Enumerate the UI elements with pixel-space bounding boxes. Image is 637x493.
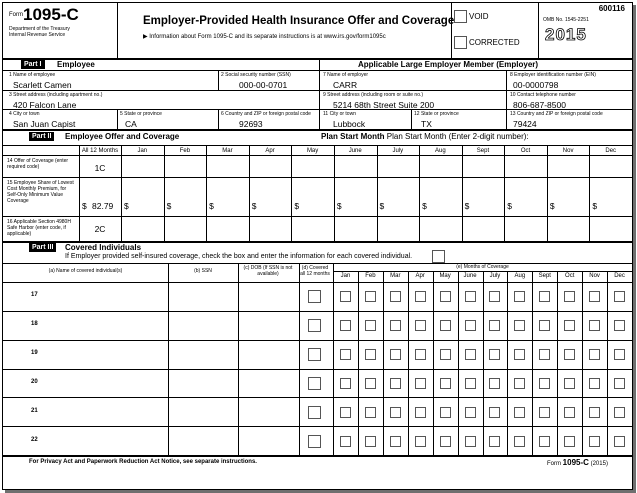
field12-state[interactable]: TX: [421, 119, 432, 129]
row17-nov-checkbox[interactable]: [589, 291, 600, 302]
grid-line: [408, 271, 409, 455]
row15-dollar-apr: $: [251, 201, 257, 211]
all12-header: All 12 Months: [81, 148, 119, 154]
month-header-aug: Aug: [435, 148, 446, 154]
row17-mar-checkbox[interactable]: [390, 291, 401, 302]
field5-label: 5 State or province: [120, 111, 162, 117]
row21-july-checkbox[interactable]: [489, 407, 500, 418]
field3-street[interactable]: 420 Falcon Lane: [13, 100, 77, 110]
cov-month-header-may: May: [439, 273, 451, 279]
field9-street[interactable]: 5214 68th Street Suite 200: [333, 100, 435, 110]
row18-all12-checkbox[interactable]: [308, 319, 321, 332]
month-header-jan: Jan: [137, 148, 148, 154]
row17-jan-checkbox[interactable]: [340, 291, 351, 302]
part3-title: Covered Individuals: [65, 243, 142, 252]
row19-jan-checkbox[interactable]: [340, 349, 351, 360]
void-label: VOID: [469, 12, 489, 21]
row18-feb-checkbox[interactable]: [365, 320, 376, 331]
row22-feb-checkbox[interactable]: [365, 436, 376, 447]
row21-apr-checkbox[interactable]: [415, 407, 426, 418]
row17-june-checkbox[interactable]: [465, 291, 476, 302]
part2-label: Part II: [29, 132, 54, 141]
row18-apr-checkbox[interactable]: [415, 320, 426, 331]
row22-sept-checkbox[interactable]: [539, 436, 550, 447]
row15-dollar-july: $: [379, 201, 385, 211]
month-header-oct: Oct: [520, 148, 531, 154]
row18-mar-checkbox[interactable]: [390, 320, 401, 331]
grid-line: [164, 145, 165, 241]
row20-july-checkbox[interactable]: [489, 378, 500, 389]
grid-line: [383, 271, 384, 455]
row19-may-checkbox[interactable]: [440, 349, 451, 360]
row21-dec-checkbox[interactable]: [614, 407, 625, 418]
field1-label: 1 Name of employee: [9, 72, 56, 78]
row-number-22: 22: [31, 436, 38, 443]
col-e-header: (e) Months of Coverage: [456, 264, 509, 270]
form-title: Employer-Provided Health Insurance Offer and Coverage: [143, 15, 455, 27]
row-number-20: 20: [31, 378, 38, 385]
grid-line: [433, 271, 434, 455]
row18-oct-checkbox[interactable]: [564, 320, 575, 331]
info-line: ▶ Information about Form 1095-C and its separate instructions is at www.irs.gov/form1095c: [143, 34, 386, 40]
field11-label: 11 City or town: [323, 111, 356, 117]
row22-june-checkbox[interactable]: [465, 436, 476, 447]
month-header-apr: Apr: [265, 148, 275, 154]
row18-sept-checkbox[interactable]: [539, 320, 550, 331]
privacy-notice: For Privacy Act and Paperwork Reduction Act Notice, see separate instructions.: [29, 459, 257, 465]
grid-line: [291, 145, 292, 241]
row17-apr-checkbox[interactable]: [415, 291, 426, 302]
grid-line: [121, 145, 122, 241]
field5-state[interactable]: CA: [125, 119, 137, 129]
row19-july-checkbox[interactable]: [489, 349, 500, 360]
row17-july-checkbox[interactable]: [489, 291, 500, 302]
field4-label: 4 City or town: [9, 111, 40, 117]
part2-title: Employee Offer and Coverage: [65, 132, 180, 141]
field8-ein[interactable]: 00-0000798: [513, 80, 559, 90]
cov-month-header-july: July: [489, 273, 501, 279]
row17-all12-checkbox[interactable]: [308, 290, 321, 303]
row-number-19: 19: [31, 350, 38, 357]
row20-all12-checkbox[interactable]: [308, 377, 321, 390]
grid-line: [589, 145, 590, 241]
cov-month-header-apr: Apr: [415, 273, 425, 279]
field12-label: 12 State or province: [414, 111, 459, 117]
cov-month-header-oct: Oct: [565, 273, 575, 279]
row18-dec-checkbox[interactable]: [614, 320, 625, 331]
cov-month-header-mar: Mar: [390, 273, 401, 279]
row20-sept-checkbox[interactable]: [539, 378, 550, 389]
row19-mar-checkbox[interactable]: [390, 349, 401, 360]
row21-all12-checkbox[interactable]: [308, 406, 321, 419]
grid-line: [462, 145, 463, 241]
dept-line-1: Department of the Treasury: [9, 26, 70, 32]
row17-feb-checkbox[interactable]: [365, 291, 376, 302]
row22-all12-checkbox[interactable]: [308, 435, 321, 448]
grid-line: [547, 145, 548, 241]
row22-apr-checkbox[interactable]: [415, 436, 426, 447]
row19-oct-checkbox[interactable]: [564, 349, 575, 360]
control-number: 600116: [598, 4, 625, 13]
row22-aug-checkbox[interactable]: [514, 436, 525, 447]
field4-city[interactable]: San Juan Capist: [13, 119, 76, 129]
part1-employee-title: Employee: [57, 60, 95, 69]
month-header-june: June: [348, 148, 362, 154]
row15-all12-dollar: $: [82, 201, 87, 211]
row16-all12-value[interactable]: 2C: [94, 224, 106, 234]
col-a-header: (a) Name of covered individual(s): [48, 268, 123, 274]
row21-nov-checkbox[interactable]: [589, 407, 600, 418]
row15-dollar-june: $: [336, 201, 342, 211]
row19-june-checkbox[interactable]: [465, 349, 476, 360]
grid-line: [3, 426, 632, 427]
grid-line: [334, 145, 335, 241]
row20-feb-checkbox[interactable]: [365, 378, 376, 389]
grid-line: [3, 340, 632, 341]
grid-line: [507, 271, 508, 455]
row22-oct-checkbox[interactable]: [564, 436, 575, 447]
field13-label: 13 Country and ZIP or foreign postal code: [510, 111, 603, 117]
cov-month-header-feb: Feb: [365, 273, 376, 279]
row17-sept-checkbox[interactable]: [539, 291, 550, 302]
row22-mar-checkbox[interactable]: [390, 436, 401, 447]
field10-label: 10 Contact telephone number: [510, 92, 576, 98]
row19-feb-checkbox[interactable]: [365, 349, 376, 360]
row21-jan-checkbox[interactable]: [340, 407, 351, 418]
row15-dollar-nov: $: [549, 201, 555, 211]
row15-dollar-sept: $: [464, 201, 470, 211]
grid-line: [582, 271, 583, 455]
row19-nov-checkbox[interactable]: [589, 349, 600, 360]
cov-month-header-jan: Jan: [340, 273, 351, 279]
form-1095c: [2, 2, 633, 490]
footer-year: (2015): [590, 461, 608, 467]
row20-jan-checkbox[interactable]: [340, 378, 351, 389]
row15-dollar-mar: $: [209, 201, 214, 211]
row21-feb-checkbox[interactable]: [365, 407, 376, 418]
grid-line: [483, 271, 484, 455]
row18-nov-checkbox[interactable]: [589, 320, 600, 331]
part3-label: Part III: [29, 243, 56, 252]
grid-line: [504, 145, 505, 241]
self-insured-checkbox[interactable]: [432, 250, 445, 263]
row20-apr-checkbox[interactable]: [415, 378, 426, 389]
row15-dollar-oct: $: [507, 201, 512, 211]
row17-oct-checkbox[interactable]: [564, 291, 575, 302]
grid-line: [206, 145, 207, 241]
form-prefix: Form: [9, 12, 23, 18]
month-header-july: July: [392, 148, 404, 154]
grid-line: [358, 271, 359, 455]
row20-nov-checkbox[interactable]: [589, 378, 600, 389]
plan-start-text: Plan Start Month (Enter 2-digit number):: [386, 132, 529, 141]
month-header-sept: Sept: [476, 148, 490, 154]
row18-jan-checkbox[interactable]: [340, 320, 351, 331]
row21-may-checkbox[interactable]: [440, 407, 451, 418]
row20-oct-checkbox[interactable]: [564, 378, 575, 389]
footer-form-label: [547, 459, 608, 468]
row15-label: 15 Employee Share of Lowest Cost Monthly Premium, for Self-Only Minimum Value Coverage: [7, 180, 74, 204]
row15-all12-value[interactable]: 82.79: [92, 201, 114, 211]
plan-start-month[interactable]: Plan Start Month Plan Start Month (Enter 2-digit number):: [321, 132, 529, 141]
col-c-header: (c) DOB (If SSN is not available): [243, 265, 293, 277]
void-checkbox[interactable]: [454, 10, 467, 23]
month-header-may: May: [306, 148, 319, 154]
row19-sept-checkbox[interactable]: [539, 349, 550, 360]
row16-label: 16 Applicable Section 4980H Safe Harbor (enter code, if applicable): [7, 219, 71, 237]
row21-sept-checkbox[interactable]: [539, 407, 550, 418]
form-number: 1095-C: [23, 5, 79, 24]
field6-label: 6 Country and ZIP or foreign postal code: [221, 111, 311, 117]
field13-zip[interactable]: 79424: [513, 119, 537, 129]
row21-june-checkbox[interactable]: [465, 407, 476, 418]
grid-line: [532, 271, 533, 455]
cov-month-header-nov: Nov: [589, 273, 600, 279]
row19-all12-checkbox[interactable]: [308, 348, 321, 361]
row17-aug-checkbox[interactable]: [514, 291, 525, 302]
grid-line: [607, 271, 608, 455]
field1-employee-name[interactable]: Scarlett Camen: [13, 80, 72, 90]
month-header-feb: Feb: [179, 148, 191, 154]
row20-dec-checkbox[interactable]: [614, 378, 625, 389]
grid-line: [419, 145, 420, 241]
month-header-mar: Mar: [222, 148, 233, 154]
field7-label: 7 Name of employer: [323, 72, 369, 78]
grid-line: [3, 369, 632, 370]
month-header-dec: Dec: [605, 148, 617, 154]
row-number-21: 21: [31, 407, 38, 414]
part1-employer-title: Applicable Large Employer Member (Employer): [358, 60, 539, 69]
footer-form-prefix: Form: [547, 461, 561, 467]
field2-ssn[interactable]: 000-00-0701: [239, 80, 288, 90]
row22-dec-checkbox[interactable]: [614, 436, 625, 447]
corrected-label: CORRECTED: [469, 38, 520, 47]
omb-number: OMB No. 1545-2251: [543, 17, 589, 23]
row22-july-checkbox[interactable]: [489, 436, 500, 447]
grid-line: [377, 145, 378, 241]
part3-instruction: If Employer provided self-insured coverage, check the box and enter the information for each covered individual.: [65, 253, 413, 260]
grid-line: [557, 271, 558, 455]
row19-apr-checkbox[interactable]: [415, 349, 426, 360]
row18-june-checkbox[interactable]: [465, 320, 476, 331]
row15-dollar-dec: $: [592, 201, 598, 211]
row18-aug-checkbox[interactable]: [514, 320, 525, 331]
cov-month-header-dec: Dec: [614, 273, 625, 279]
grid-line: [458, 271, 459, 455]
field2-label: 2 Social security number (SSN): [221, 72, 291, 78]
field10-phone[interactable]: 806-687-8500: [513, 100, 566, 110]
row22-jan-checkbox[interactable]: [340, 436, 351, 447]
tax-year: 2015: [545, 25, 587, 44]
row15-dollar-aug: $: [422, 201, 427, 211]
row20-aug-checkbox[interactable]: [514, 378, 525, 389]
field7-employer-name[interactable]: CARR: [333, 80, 358, 90]
row18-may-checkbox[interactable]: [440, 320, 451, 331]
footer-form-number: 1095-C: [562, 458, 589, 467]
field3-label: 3 Street address (including apartment no.): [9, 92, 103, 98]
cov-month-header-sept: Sept: [538, 273, 551, 279]
row18-july-checkbox[interactable]: [489, 320, 500, 331]
row14-all12-value[interactable]: 1C: [94, 163, 106, 173]
row17-dec-checkbox[interactable]: [614, 291, 625, 302]
cov-month-header-june: June: [463, 273, 477, 279]
field6-zip[interactable]: 92693: [239, 119, 263, 129]
row17-may-checkbox[interactable]: [440, 291, 451, 302]
corrected-checkbox[interactable]: [454, 36, 467, 49]
grid-line: [79, 145, 80, 241]
row14-label: 14 Offer of Coverage (enter required code): [7, 158, 69, 170]
row19-aug-checkbox[interactable]: [514, 349, 525, 360]
col-d-header: (d) Covered all 12 months: [300, 265, 330, 277]
row21-mar-checkbox[interactable]: [390, 407, 401, 418]
row20-june-checkbox[interactable]: [465, 378, 476, 389]
part1-label: Part I: [21, 60, 45, 69]
row21-aug-checkbox[interactable]: [514, 407, 525, 418]
grid-line: [249, 145, 250, 241]
cov-month-header-aug: Aug: [514, 273, 526, 279]
row21-oct-checkbox[interactable]: [564, 407, 575, 418]
row20-may-checkbox[interactable]: [440, 378, 451, 389]
grid-line: [3, 397, 632, 398]
field9-label: 9 Street address (including room or suite no.): [323, 92, 424, 98]
row15-dollar-feb: $: [166, 201, 172, 211]
row20-mar-checkbox[interactable]: [390, 378, 401, 389]
row-number-17: 17: [31, 292, 38, 299]
row22-may-checkbox[interactable]: [440, 436, 451, 447]
field11-city[interactable]: Lubbock: [333, 119, 366, 129]
field8-label: 8 Employer identification number (EIN): [510, 72, 596, 78]
grid-line: [3, 311, 632, 312]
dept-line-2: Internal Revenue Service: [9, 32, 66, 38]
row-number-18: 18: [31, 321, 38, 328]
row15-dollar-jan: $: [124, 201, 129, 211]
row19-dec-checkbox[interactable]: [614, 349, 625, 360]
row22-nov-checkbox[interactable]: [589, 436, 600, 447]
col-b-header: (b) SSN: [194, 268, 212, 274]
month-header-nov: Nov: [562, 148, 574, 154]
row15-dollar-may: $: [294, 201, 300, 211]
